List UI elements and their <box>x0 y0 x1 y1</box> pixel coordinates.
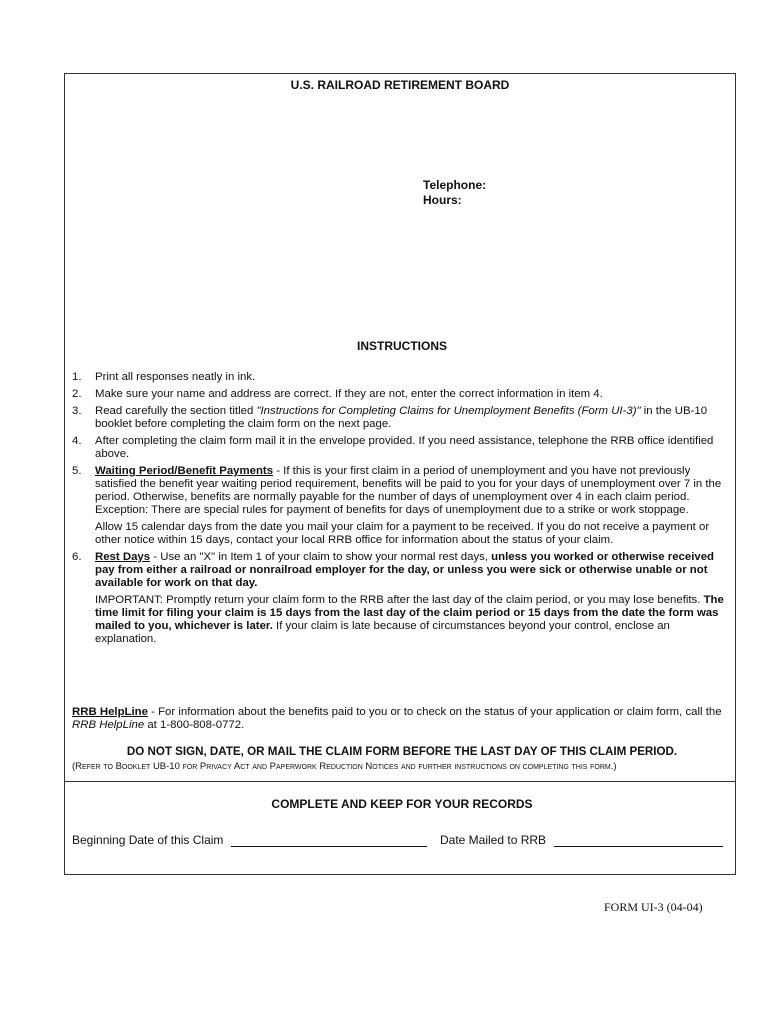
do-not-sign-warning: DO NOT SIGN, DATE, OR MAIL THE CLAIM FORM BEFORE THE LAST DAY OF THIS CLAIM PERIOD. <box>126 745 678 758</box>
instruction-item-1: 1. Print all responses neatly in ink. <box>72 371 256 383</box>
date-mailed-label: Date Mailed to RRB <box>440 833 547 847</box>
beginning-date-label: Beginning Date of this Claim <box>72 833 224 847</box>
instruction-item-5: 5. Waiting Period/Benefit Payments - If this is your first claim in a period of unemployment and you have not previously satisfied the benefit year waiting period requirement, benefits will be paid to you for your days of unemployment over 7 in the period. Otherwise, benefits are normally payable for the number of days of unemployment over 4 in each claim period. Exception: There are special rules for payment of benefits for days of unemployment due to a strike or work stoppage. Allow 15 calendar days from the date you mail your claim for a payment to be received. If you do not receive a payment or other notice within 15 days, contact your local RRB office for information about the status of your claim. <box>72 465 722 546</box>
instructions-title: INSTRUCTIONS <box>357 339 447 353</box>
instruction-item-2: 2. Make sure your name and address are correct. If they are not, enter the correct information in item 4. <box>72 388 603 400</box>
records-title: COMPLETE AND KEEP FOR YOUR RECORDS <box>271 797 533 811</box>
instruction-item-4: 4. After completing the claim form mail it in the envelope provided. If you need assistance, telephone the RRB office identified above. <box>72 435 714 460</box>
form-number: FORM UI-3 (04-04) <box>604 900 703 914</box>
important-label: IMPORTANT <box>95 594 160 606</box>
waiting-period-heading: Waiting Period/Benefit Payments <box>95 465 274 477</box>
contact-block <box>423 178 486 208</box>
telephone-label: Telephone: <box>423 178 487 192</box>
date-mailed-field[interactable] <box>554 846 723 847</box>
instructions-list <box>72 371 732 650</box>
refer-note: (Refer to Booklet UB-10 for Privacy Act and Paperwork Reduction Notices and further instructions on completing this form.) <box>72 761 617 772</box>
instruction-item-3: 3. Read carefully the section titled "Instructions for Completing Claims for Unemployment Benefits (Form UI-3)" in the UB-10 booklet before completing the claim form on the next page. <box>72 405 708 430</box>
hours-label: Hours: <box>423 193 462 207</box>
instruction-item-6: 6. Rest Days - Use an "X" in Item 1 of your claim to show your normal rest days, unless you worked or otherwise received pay from either a railroad or nonrailroad employer for the day, or unless you were sick or otherwise unable or not available for work on that day. IMPORTANT: Promptly return your claim form to the RRB after the last day of the claim period, or you may lose benefits. The time limit for filing your claim is 15 days from the last day of the claim period or 15 days from the date the form was mailed to you, whichever is later. If your claim is late because of circumstances beyond your control, enclose an explanation. <box>72 551 724 645</box>
rest-days-heading: Rest Days <box>95 551 151 563</box>
helpline-paragraph: RRB HelpLine - For information about the benefits paid to you or to check on the status of your application or claim form, call the RRB HelpLine at 1-800-808-0772. <box>72 706 722 731</box>
records-divider <box>64 781 736 782</box>
beginning-date-field[interactable] <box>231 846 427 847</box>
agency-title: U.S. RAILROAD RETIREMENT BOARD <box>290 78 510 92</box>
helpline-label: RRB HelpLine <box>72 706 148 718</box>
